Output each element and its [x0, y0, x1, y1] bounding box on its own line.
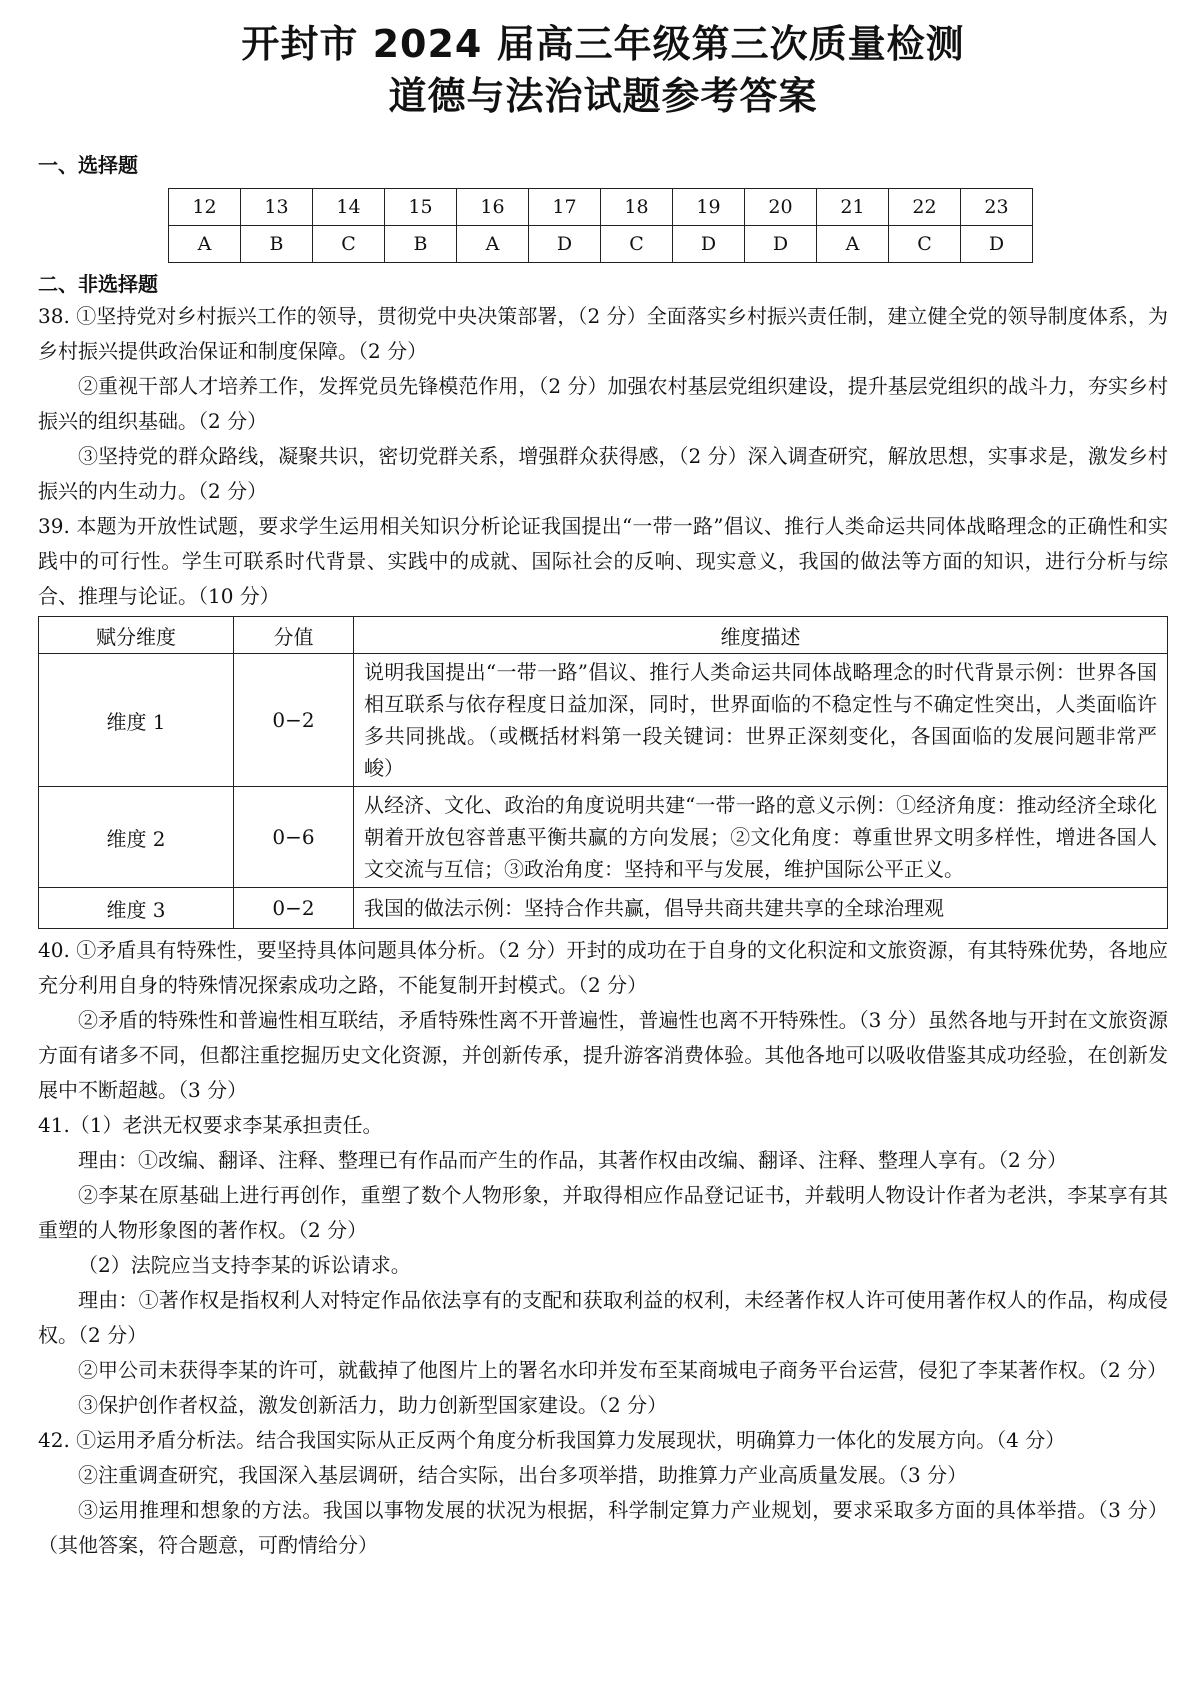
question-number: 15: [385, 189, 457, 226]
q41-reason-2a: 理由：①著作权是指权利人对特定作品依法享有的支配和获取利益的权利，未经著作权人许可使用著作权人的作品，构成侵权。（2 分）: [38, 1288, 1168, 1347]
q41-part-2: （2）法院应当支持李某的诉讼请求。: [78, 1253, 411, 1277]
answer-letter: A: [169, 226, 241, 263]
rubric-dimension: 维度 2: [39, 787, 234, 888]
answer-letter: B: [241, 226, 313, 263]
question-number: 23: [961, 189, 1033, 226]
rubric-score: 0−6: [234, 787, 354, 888]
title-line-1: 开封市 2024 届高三年级第三次质量检测: [241, 22, 965, 66]
answer-letter: D: [529, 226, 601, 263]
answer-letter: A: [817, 226, 889, 263]
q40-point-2: ②矛盾的特殊性和普遍性相互联结，矛盾特殊性离不开普遍性，普遍性也离不开特殊性。（3 分）虽然各地与开封在文旅资源方面有诸多不同，但都注重挖掘历史文化资源，并创新传承，提升游客消费体验。其他各地可以吸收借鉴其成功经验，在创新发展中不断超越。（3 分）: [38, 1008, 1168, 1102]
choice-answer-table: [168, 188, 1033, 263]
answer-letter: A: [457, 226, 529, 263]
rubric-header-dimension: 赋分维度: [39, 617, 234, 654]
rubric-score: 0−2: [234, 888, 354, 929]
question-number: 14: [313, 189, 385, 226]
q41-reason-1b: ②李某在原基础上进行再创作，重塑了数个人物形象，并取得相应作品登记证书，并载明人物设计作者为老洪，李某享有其重塑的人物形象图的著作权。（2 分）: [38, 1183, 1168, 1242]
rubric-dimension: 维度 1: [39, 654, 234, 787]
question-number: 22: [889, 189, 961, 226]
q40-point-1: 40. ①矛盾具有特殊性，要坚持具体问题具体分析。（2 分）开封的成功在于自身的文化积淀和文旅资源，有其特殊优势，各地应充分利用自身的特殊情况探索成功之路，不能复制开封模式。（2 分）: [38, 938, 1168, 997]
answer-letter: C: [601, 226, 673, 263]
rubric-description: 说明我国提出“一带一路”倡议、推行人类命运共同体战略理念的时代背景示例：世界各国相互联系与依存程度日益加深，同时，世界面临的不稳定性与不确定性突出，人类面临许多共同挑战。（或概括材料第一段关键词：世界正深刻变化，各国面临的发展问题非常严峻）: [354, 654, 1168, 787]
q38-point-3: ③坚持党的群众路线，凝聚共识，密切党群关系，增强群众获得感，（2 分）深入调查研究，解放思想，实事求是，激发乡村振兴的内生动力。（2 分）: [38, 444, 1168, 503]
question-number: 19: [673, 189, 745, 226]
question-number-row: [169, 189, 1033, 226]
answer-row: [169, 226, 1033, 263]
question-number: 20: [745, 189, 817, 226]
question-number: 17: [529, 189, 601, 226]
answer-letter: C: [313, 226, 385, 263]
q41-reason-2c: ③保护创作者权益，激发创新活力，助力创新型国家建设。（2 分）: [78, 1393, 668, 1417]
q42-point-2: ②注重调查研究，我国深入基层调研，结合实际，出台多项举措，助推算力产业高质量发展。（3 分）: [78, 1463, 968, 1487]
q39-intro: 39. 本题为开放性试题，要求学生运用相关知识分析论证我国提出“一带一路”倡议、推行人类命运共同体战略理念的正确性和实践中的可行性。学生可联系时代背景、实践中的成就、国际社会的反响、现实意义，我国的做法等方面的知识，进行分析与综合、推理与论证。（10 分）: [38, 514, 1168, 608]
q41-reason-2b: ②甲公司未获得李某的许可，就截掉了他图片上的署名水印并发布至某商城电子商务平台运营，侵犯了李某著作权。（2 分）: [78, 1358, 1168, 1382]
rubric-dimension: 维度 3: [39, 888, 234, 929]
rubric-header-description: 维度描述: [354, 617, 1168, 654]
answer-letter: D: [961, 226, 1033, 263]
rubric-row-2: [39, 787, 1168, 888]
section-nonchoice-heading: 二、非选择题: [38, 272, 158, 296]
rubric-header-row: [39, 617, 1168, 654]
rubric-description: 从经济、文化、政治的角度说明共建“一带一路的意义示例：①经济角度：推动经济全球化朝着开放包容普惠平衡共赢的方向发展；②文化角度：尊重世界文明多样性，增进各国人文交流与互信；③政治角度：坚持和平与发展，维护国际公平正义。: [354, 787, 1168, 888]
title-line-2: 道德与法治试题参考答案: [388, 74, 818, 118]
section-choice-heading: 一、选择题: [38, 153, 138, 177]
answer-letter: C: [889, 226, 961, 263]
answer-letter: D: [745, 226, 817, 263]
answer-letter: D: [673, 226, 745, 263]
answer-letter: B: [385, 226, 457, 263]
question-number: 21: [817, 189, 889, 226]
answer-key-page: [38, 18, 1168, 1563]
q41-part-1: 41.（1）老洪无权要求李某承担责任。: [38, 1113, 383, 1137]
q39-rubric-table: [38, 616, 1168, 929]
rubric-row-1: [39, 654, 1168, 787]
question-number: 13: [241, 189, 313, 226]
q42-point-3: ③运用推理和想象的方法。我国以事物发展的状况为根据，科学制定算力产业规划，要求采取多方面的具体举措。（3 分）（其他答案，符合题意，可酌情给分）: [38, 1498, 1168, 1557]
rubric-header-score: 分值: [234, 617, 354, 654]
q41-reason-1a: 理由：①改编、翻译、注释、整理已有作品而产生的作品，其著作权由改编、翻译、注释、整理人享有。（2 分）: [78, 1148, 1068, 1172]
q38-point-2: ②重视干部人才培养工作，发挥党员先锋模范作用，（2 分）加强农村基层党组织建设，提升基层党组织的战斗力，夯实乡村振兴的组织基础。（2 分）: [38, 374, 1168, 433]
rubric-row-3: [39, 888, 1168, 929]
rubric-description: 我国的做法示例：坚持合作共赢，倡导共商共建共享的全球治理观: [354, 888, 1168, 929]
question-number: 16: [457, 189, 529, 226]
q42-point-1: 42. ①运用矛盾分析法。结合我国实际从正反两个角度分析我国算力发展现状，明确算力一体化的发展方向。（4 分）: [38, 1428, 1066, 1452]
q38-point-1: 38. ①坚持党对乡村振兴工作的领导，贯彻党中央决策部署，（2 分）全面落实乡村振兴责任制，建立健全党的领导制度体系，为乡村振兴提供政治保证和制度保障。（2 分）: [38, 304, 1168, 363]
question-number: 18: [601, 189, 673, 226]
rubric-score: 0−2: [234, 654, 354, 787]
question-number: 12: [169, 189, 241, 226]
